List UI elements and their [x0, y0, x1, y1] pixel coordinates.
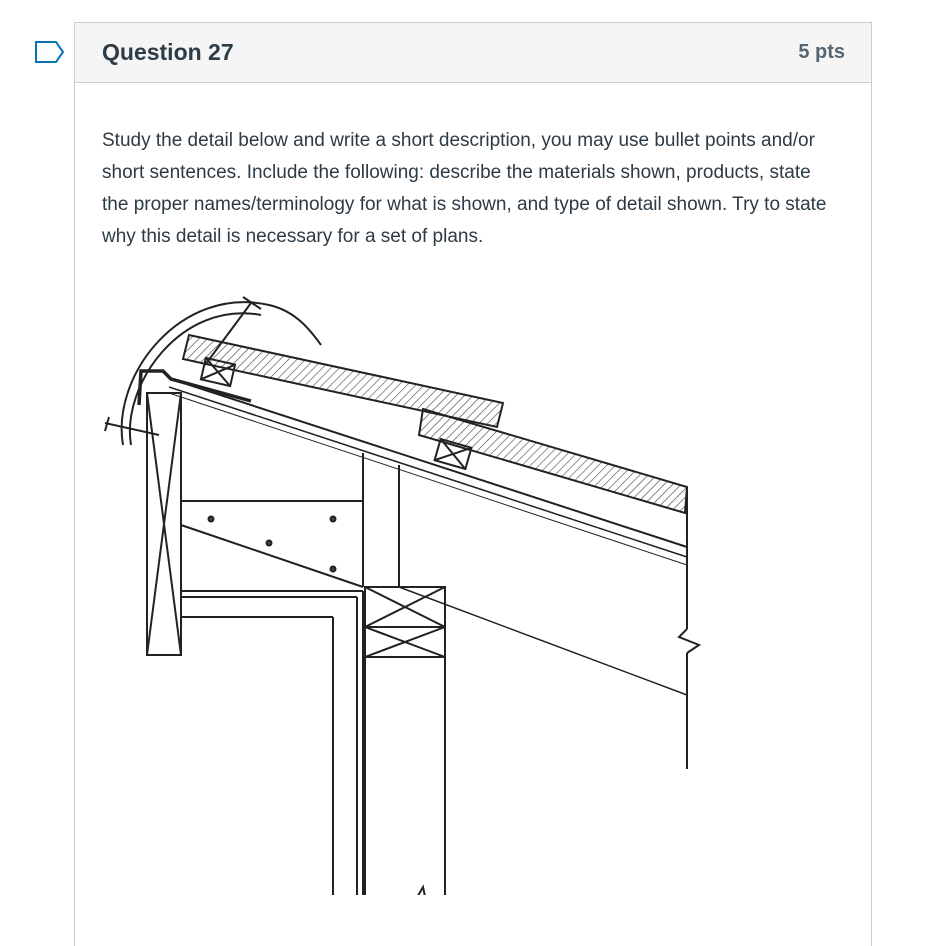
flag-question-icon[interactable]	[34, 40, 66, 64]
question-title: Question 27	[102, 39, 234, 65]
construction-detail-image	[101, 275, 721, 895]
question-points: 5 pts	[798, 41, 845, 63]
question-header	[75, 23, 871, 83]
question-prompt: Study the detail below and write a short description, you may use bullet points and/or short sentences. Include the following: describe the materials shown, products, state the proper names/terminology for what is shown, and type of detail shown. Try to state why this detail is necessary for a set of plans.	[102, 130, 827, 247]
question-card	[74, 22, 872, 946]
